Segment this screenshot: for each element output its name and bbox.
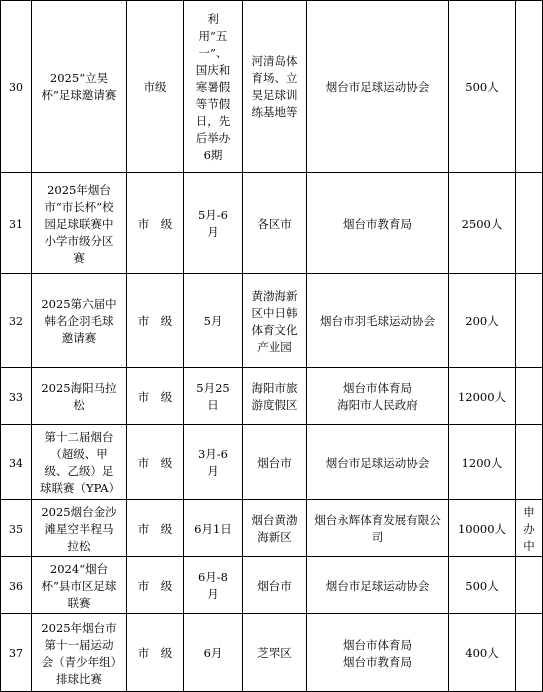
cell-time: 利用“五一”、国庆和寒暑假等节假日，先后举办6期: [195, 11, 231, 162]
cell-count: 500人: [465, 79, 499, 94]
cell-place: 海阳市旅游度假区: [251, 381, 298, 412]
cell-level: 市 级: [137, 216, 173, 231]
cell-count: 400人: [465, 646, 499, 660]
cell-note: [516, 558, 542, 614]
cell-count: 12000人: [457, 389, 507, 404]
cell-note: [516, 426, 542, 500]
cell-organizer: 烟台市足球运动协会: [325, 79, 430, 94]
cell-level: 市级: [143, 79, 167, 94]
cell-note: [516, 275, 542, 368]
cell-place: 各区市: [257, 216, 292, 231]
cell-place: 烟台黄渤海新区: [251, 513, 298, 544]
cell-level: 市 级: [137, 314, 173, 328]
cell-time: 6月: [203, 646, 223, 660]
cell-count: 10000人: [457, 521, 507, 536]
cell-name: 2025第六届中韩名企羽毛球邀请赛: [41, 297, 117, 345]
cell-level: 市 级: [137, 521, 173, 536]
cell-name: 2024“烟台杯”县市区足球联赛: [41, 561, 117, 610]
cell-count: 1200人: [461, 455, 503, 470]
cell-no: 34: [9, 456, 23, 470]
cell-time: 5月25日: [196, 381, 230, 412]
cell-level: 市 级: [137, 389, 173, 404]
cell-place: 河清岛体育场、立昊足球训练基地等: [251, 54, 298, 119]
cell-organizer: 烟台市足球运动协会: [325, 455, 430, 470]
cell-place: 黄渤海新区中日韩体育文化产业园: [251, 288, 298, 354]
cell-no: 35: [9, 522, 23, 536]
cell-name: 2025海阳马拉松: [41, 381, 117, 412]
cell-time: 5月-6月: [197, 208, 229, 239]
cell-no: 32: [9, 315, 23, 328]
cell-place: 芝罘区: [257, 646, 292, 660]
cell-time: 6月-8月: [197, 570, 229, 601]
cell-name: 2025年烟台市“市长杯”校园足球联赛中小学市级分区赛: [44, 182, 114, 265]
cell-name: 2025年烟台市第十一届运动会（青少年组）排球比赛: [41, 620, 117, 686]
cell-note: 申办中: [523, 504, 535, 553]
cell-name: 第十二届烟台（超级、甲级、乙级）足球联赛（YPA）: [40, 430, 121, 495]
cell-count: 200人: [465, 314, 499, 328]
cell-no: 30: [9, 80, 23, 94]
cell-name: 2025烟台金沙滩星空半程马拉松: [41, 504, 117, 553]
cell-time: 3月-6月: [197, 447, 229, 478]
cell-no: 31: [9, 217, 23, 231]
cell-name: 2025“立昊杯”足球邀请赛: [41, 71, 117, 102]
cell-count: 2500人: [461, 216, 503, 231]
cell-organizer: 烟台市羽毛球运动协会: [320, 314, 435, 328]
cell-note: [516, 1, 542, 173]
cell-no: 37: [9, 647, 23, 660]
cell-count: 500人: [465, 578, 499, 593]
cell-level: 市 级: [137, 578, 173, 593]
cell-organizer: 烟台永辉体育发展有限公司: [314, 513, 441, 544]
cell-organizer: 烟台市体育局 海阳市人民政府: [337, 381, 418, 412]
cell-organizer: 烟台市体育局 烟台市教育局: [343, 637, 412, 669]
cell-level: 市 级: [137, 646, 173, 660]
cell-organizer: 烟台市教育局: [343, 216, 412, 231]
cell-time: 6月1日: [194, 521, 232, 536]
cell-note: [516, 369, 542, 425]
cell-organizer: 烟台市足球运动协会: [325, 578, 430, 593]
cell-time: 5月: [203, 314, 223, 328]
cell-note: [516, 174, 542, 274]
cell-place: 烟台市: [257, 455, 292, 470]
cell-note: [516, 615, 542, 692]
cell-no: 36: [9, 579, 23, 593]
cell-level: 市 级: [137, 455, 173, 470]
cell-place: 烟台市: [257, 578, 292, 593]
cell-no: 33: [9, 390, 23, 404]
